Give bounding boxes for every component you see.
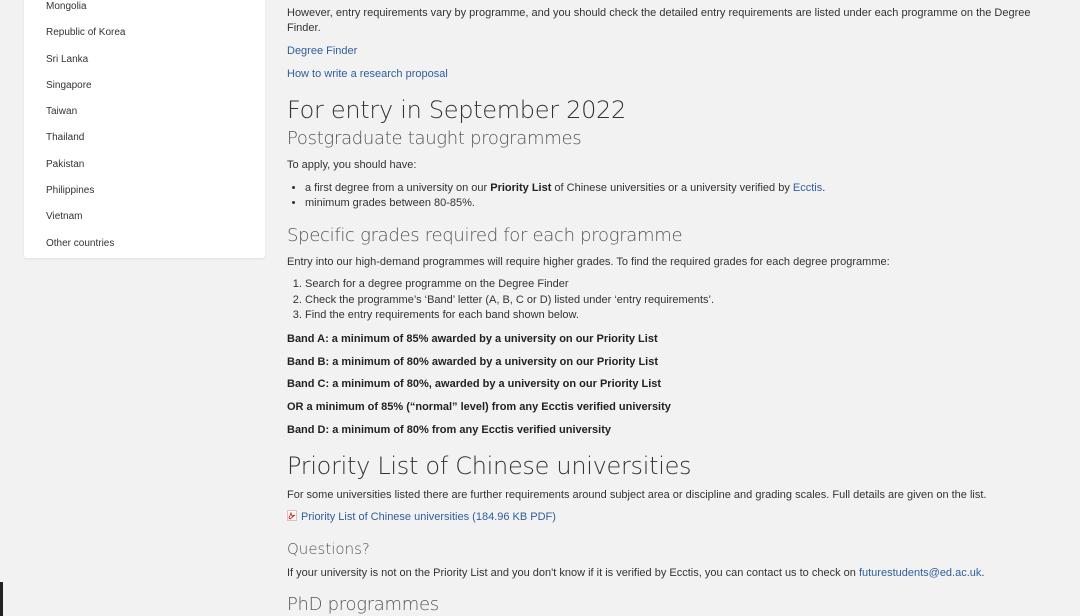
heading-entry-september-2022: For entry in September 2022: [287, 96, 626, 124]
sidebar-country-nav: [24, 0, 265, 258]
questions-text-body: If your university is not on the Priority List and you don't know if it is verified by Ecctis, you can contact us to check on: [287, 567, 859, 579]
requirement-first-degree-text: a first degree from a university on our: [305, 182, 491, 194]
band-d-text: Band D: a minimum of 80% from any Ecctis verified university: [287, 424, 611, 436]
sidebar-item-taiwan[interactable]: Taiwan: [46, 106, 78, 118]
sidebar-item-sri-lanka[interactable]: Sri Lanka: [46, 53, 89, 65]
degree-finder-link[interactable]: Degree Finder: [287, 45, 358, 57]
band-c-or-text: OR a minimum of 85% (“normal” level) from any Ecctis verified university: [287, 401, 671, 413]
sidebar-item-thailand[interactable]: Thailand: [46, 132, 85, 144]
requirement-minimum-grades: • minimum grades between 80-85%.: [305, 196, 825, 211]
requirement-first-degree: [305, 181, 825, 196]
step-item: 3. Find the entry requirements for each band shown below.: [305, 308, 714, 324]
band-a-text: Band A: a minimum of 85% awarded by a university on our Priority List: [287, 333, 658, 345]
sidebar-list: [24, 0, 265, 257]
heading-specific-grades: Specific grades required for each programme: [287, 225, 683, 246]
steps-list: [287, 277, 714, 324]
pdf-icon: [287, 510, 297, 521]
heading-postgraduate-taught: Postgraduate taught programmes: [287, 128, 582, 149]
requirements-list: [287, 181, 825, 211]
step-item: 2. Check the programme’s ‘Band’ letter (A, B, C or D) listed under ‘entry requirements’.: [305, 293, 714, 309]
priority-list-bold: Priority List: [490, 182, 552, 194]
priority-pdf-row: [287, 510, 556, 525]
band-c-text: Band C: a minimum of 80%, awarded by a university on our Priority List: [287, 378, 662, 390]
band-b-text: Band B: a minimum of 80% awarded by a university on our Priority List: [287, 356, 659, 368]
sidebar-item-singapore[interactable]: Singapore: [46, 79, 92, 91]
specific-grades-text: Entry into our high-demand programmes will require higher grades. To find the required grades for each degree programme:: [287, 256, 890, 268]
intro-text: However, entry requirements vary by programme, and you should check the detailed entry requirements are listed under each programme on the Degree Finder.: [287, 7, 1031, 34]
requirement-first-degree-text-mid: of Chinese universities or a university verified by: [551, 182, 793, 194]
requirement-first-degree-end: .: [822, 182, 826, 194]
ecctis-link[interactable]: Ecctis: [792, 182, 823, 194]
heading-phd-programmes: PhD programmes: [287, 594, 439, 615]
sidebar-item-philippines[interactable]: Philippines: [46, 185, 95, 197]
research-proposal-link[interactable]: How to write a research proposal: [287, 68, 448, 80]
sidebar-item-mongolia[interactable]: Mongolia: [46, 1, 87, 12]
heading-priority-list: Priority List of Chinese universities: [287, 452, 692, 480]
heading-questions: Questions?: [287, 540, 370, 558]
priority-list-pdf-link[interactable]: Priority List of Chinese universities (184.96 KB PDF): [301, 511, 556, 523]
questions-text: [287, 566, 984, 581]
questions-text-end: .: [981, 567, 985, 579]
scrollbar-handle[interactable]: [0, 582, 3, 616]
sidebar-item-republic-of-korea[interactable]: Republic of Korea: [46, 27, 126, 39]
sidebar-item-vietnam[interactable]: Vietnam: [46, 211, 83, 223]
to-apply-text: To apply, you should have:: [287, 159, 417, 171]
step-item: 1. Search for a degree programme on the Degree Finder: [305, 277, 714, 293]
sidebar-item-other-countries[interactable]: Other countries: [46, 237, 115, 249]
priority-list-text: For some universities listed there are further requirements around subject area or discipline and grading scales. Full details are given on the list.: [287, 489, 987, 501]
futurestudents-email-link[interactable]: futurestudents@ed.ac.uk: [858, 567, 982, 579]
sidebar-item-pakistan[interactable]: Pakistan: [46, 158, 85, 170]
